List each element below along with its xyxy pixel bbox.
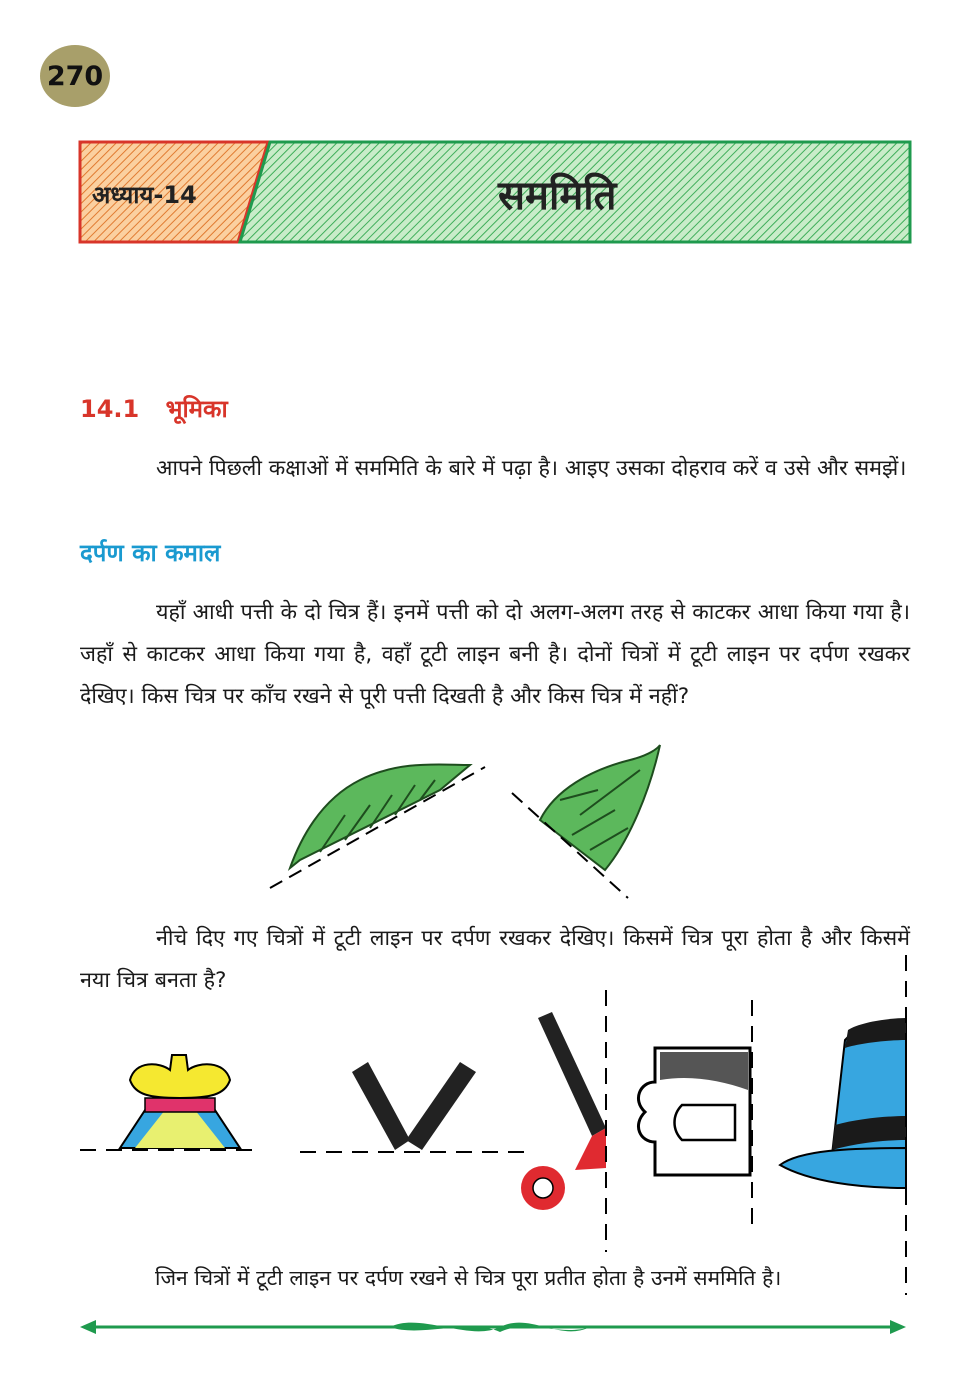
ink-blot-figure (80, 1055, 255, 1150)
section-number: 14.1 (80, 395, 140, 423)
v-shape-figure (300, 1062, 525, 1152)
section-title: भूमिका (165, 395, 228, 423)
subheading: दर्पण का कमाल (80, 539, 221, 567)
leaf-half-midrib-figure (512, 745, 660, 898)
chapter-label: अध्याय-14 (92, 181, 197, 209)
razor-blade-half-figure (638, 1000, 752, 1228)
bottom-divider (80, 1320, 906, 1334)
mirror-paragraph: यहाँ आधी पत्ती के दो चित्र हैं। इनमें पत्ती को दो अलग-अलग तरह से काटकर आधा किया गया है। जहाँ से काटकर आधा किया गया है, वहाँ टूटी लाइन बनी है। दोनों चित्रों में टूटी लाइन पर दर्पण रखकर देखिए। किस चित्र पर काँच रखने से पूरी पत्ती दिखती है और किस चित्र में नहीं? (80, 600, 910, 709)
chapter-title: सममिति (498, 173, 617, 219)
intro-paragraph: आपने पिछली कक्षाओं में सममिति के बारे में पढ़ा है। आइए उसका दोहराव करें व उसे और समझें। (156, 456, 907, 481)
hat-half-figure (780, 955, 906, 1295)
images-paragraph: नीचे दिए गए चित्रों में टूटी लाइन पर दर्पण रखकर देखिए। किसमें चित्र पूरा होता है और किसमें नया चित्र बनता है? (80, 926, 910, 993)
leaf-half-diagonal-figure (270, 764, 485, 888)
page-number: 270 (46, 60, 104, 92)
closing-sentence: जिन चित्रों में टूटी लाइन पर दर्पण रखने से चित्र पूरा प्रतीत होता है उनमें सममिति है। (155, 1266, 782, 1290)
scissors-half-figure (521, 990, 606, 1252)
